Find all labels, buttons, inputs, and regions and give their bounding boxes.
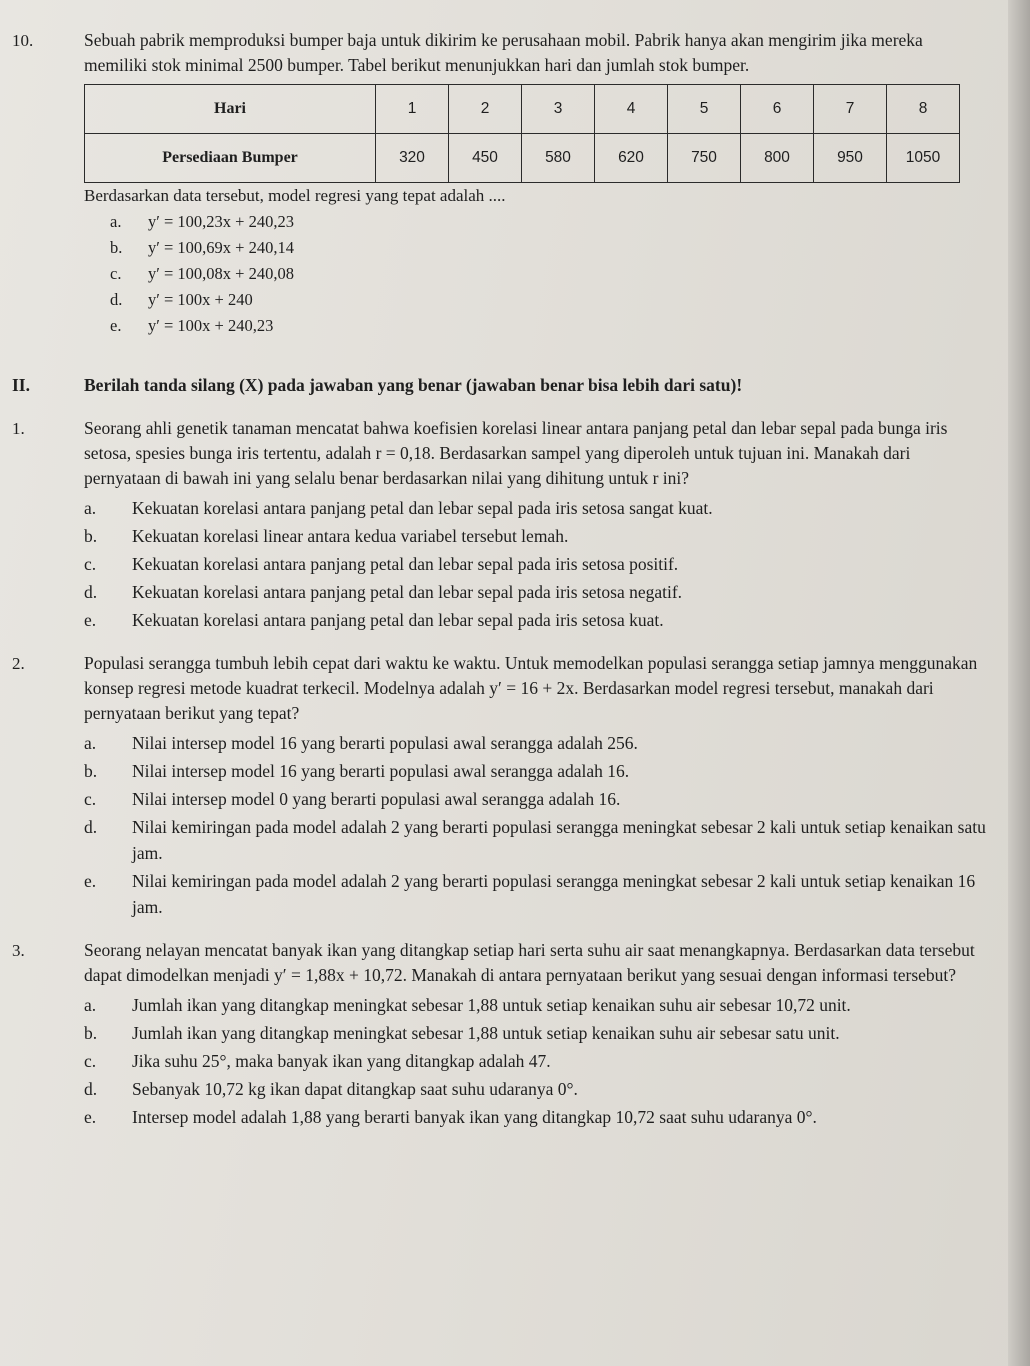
answer-option[interactable]	[84, 551, 990, 577]
q1-options	[84, 495, 990, 633]
option-text: Nilai kemiringan pada model adalah 2 yang berarti populasi serangga meningkat sebesar 2 kali untuk setiap kenaikan 16 jam.	[132, 871, 976, 917]
question-prompt: Berdasarkan data tersebut, model regresi yang tepat adalah ....	[84, 186, 506, 205]
table-cell: 1	[376, 85, 449, 134]
option-text: Intersep model adalah 1,88 yang berarti banyak ikan yang ditangkap 10,72 saat suhu udaranya 0°.	[132, 1107, 817, 1127]
option-text: Nilai intersep model 0 yang berarti populasi awal serangga adalah 16.	[132, 789, 621, 809]
section-title: Berilah tanda silang (X) pada jawaban yang benar (jawaban benar bisa lebih dari satu)!	[84, 375, 743, 395]
option-text: Sebanyak 10,72 kg ikan dapat ditangkap saat suhu udaranya 0°.	[132, 1079, 578, 1099]
option-letter: c.	[84, 789, 97, 809]
option-letter: a.	[110, 212, 122, 231]
option-text: Nilai kemiringan pada model adalah 2 yang berarti populasi serangga meningkat sebesar 2 kali untuk setiap kenaikan satu jam.	[132, 817, 986, 863]
option-letter: a.	[84, 995, 97, 1015]
table-cell: 7	[814, 85, 887, 134]
table-cell: 800	[741, 134, 814, 183]
section-number: II.	[12, 375, 30, 395]
option-text: Jumlah ikan yang ditangkap meningkat sebesar 1,88 untuk setiap kenaikan suhu air sebesar satu unit.	[132, 1023, 840, 1043]
option-letter: e.	[84, 871, 97, 891]
table-cell: 8	[887, 85, 960, 134]
option-text: Kekuatan korelasi antara panjang petal dan lebar sepal pada iris setosa negatif.	[132, 582, 683, 602]
question-stem: Seorang nelayan mencatat banyak ikan yang ditangkap setiap hari serta suhu air saat menangkapnya. Berdasarkan data tersebut dapat dimodelkan menjadi y′ = 1,88x + 10,72. Manakah di antara pernyataan berikut yang sesuai dengan informasi tersebut?	[84, 940, 975, 985]
option-text: Kekuatan korelasi linear antara kedua variabel tersebut lemah.	[132, 526, 569, 546]
option-letter: a.	[84, 733, 97, 753]
option-letter: d.	[84, 1079, 98, 1099]
option-letter: d.	[110, 290, 123, 309]
answer-option[interactable]	[84, 1104, 990, 1130]
question-10	[12, 28, 990, 78]
table-cell: 620	[595, 134, 668, 183]
option-text: Kekuatan korelasi antara panjang petal dan lebar sepal pada iris setosa positif.	[132, 554, 679, 574]
answer-option[interactable]	[84, 992, 990, 1018]
table-row-header: Hari	[85, 85, 376, 134]
option-text: Nilai intersep model 16 yang berarti populasi awal serangga adalah 256.	[132, 733, 638, 753]
table-cell: 580	[522, 134, 595, 183]
option-letter: b.	[84, 526, 98, 546]
question-2	[12, 651, 990, 726]
option-text: Nilai intersep model 16 yang berarti populasi awal serangga adalah 16.	[132, 761, 630, 781]
answer-option[interactable]	[110, 287, 990, 313]
option-letter: e.	[110, 316, 122, 335]
section-2-heading	[12, 373, 990, 398]
option-text: Jika suhu 25°, maka banyak ikan yang ditangkap adalah 47.	[132, 1051, 551, 1071]
q2-options	[84, 730, 990, 920]
table-row	[85, 134, 960, 183]
answer-option[interactable]	[84, 1076, 990, 1102]
option-text: Kekuatan korelasi antara panjang petal dan lebar sepal pada iris setosa kuat.	[132, 610, 664, 630]
table-cell: 3	[522, 85, 595, 134]
option-text: y′ = 100,08x + 240,08	[148, 264, 294, 283]
answer-option[interactable]	[84, 579, 990, 605]
option-letter: e.	[84, 610, 97, 630]
answer-option[interactable]	[110, 209, 990, 235]
answer-option[interactable]	[84, 868, 990, 920]
table-row-header: Persediaan Bumper	[85, 134, 376, 183]
bumper-table	[84, 84, 960, 183]
option-text: y′ = 100,23x + 240,23	[148, 212, 294, 231]
q3-options	[84, 992, 990, 1130]
page-shadow-edge	[1008, 0, 1030, 1366]
q10-options	[110, 209, 990, 339]
answer-option[interactable]	[110, 313, 990, 339]
answer-option[interactable]	[84, 786, 990, 812]
option-text: Jumlah ikan yang ditangkap meningkat sebesar 1,88 untuk setiap kenaikan suhu air sebesar 10,72 unit.	[132, 995, 851, 1015]
answer-option[interactable]	[84, 495, 990, 521]
question-number: 2.	[12, 654, 25, 673]
answer-option[interactable]	[84, 730, 990, 756]
table-cell: 1050	[887, 134, 960, 183]
option-letter: b.	[110, 238, 123, 257]
question-3	[12, 938, 990, 988]
option-letter: a.	[84, 498, 97, 518]
question-1	[12, 416, 990, 491]
option-letter: c.	[110, 264, 122, 283]
question-number: 10.	[12, 31, 34, 50]
table-cell: 450	[449, 134, 522, 183]
table-cell: 5	[668, 85, 741, 134]
table-cell: 4	[595, 85, 668, 134]
answer-option[interactable]	[84, 1048, 990, 1074]
table-cell: 6	[741, 85, 814, 134]
option-letter: e.	[84, 1107, 97, 1127]
option-letter: c.	[84, 554, 97, 574]
answer-option[interactable]	[84, 1020, 990, 1046]
question-stem: Sebuah pabrik memproduksi bumper baja untuk dikirim ke perusahaan mobil. Pabrik hanya akan mengirim jika mereka memiliki stok minimal 2500 bumper. Tabel berikut menunjukkan hari dan jumlah stok bumper.	[84, 30, 923, 75]
table-cell: 950	[814, 134, 887, 183]
answer-option[interactable]	[110, 235, 990, 261]
answer-option[interactable]	[110, 261, 990, 287]
option-text: y′ = 100x + 240,23	[148, 316, 274, 335]
table-cell: 2	[449, 85, 522, 134]
option-letter: b.	[84, 1023, 98, 1043]
answer-option[interactable]	[84, 523, 990, 549]
answer-option[interactable]	[84, 814, 990, 866]
question-stem: Populasi serangga tumbuh lebih cepat dari waktu ke waktu. Untuk memodelkan populasi serangga setiap jamnya menggunakan konsep regresi metode kuadrat terkecil. Modelnya adalah y′ = 16 + 2x. Berdasarkan model regresi tersebut, manakah dari pernyataan berikut yang tepat?	[84, 653, 978, 723]
option-letter: c.	[84, 1051, 97, 1071]
table-cell: 750	[668, 134, 741, 183]
question-number: 3.	[12, 941, 25, 960]
option-text: y′ = 100x + 240	[148, 290, 253, 309]
answer-option[interactable]	[84, 758, 990, 784]
option-text: Kekuatan korelasi antara panjang petal dan lebar sepal pada iris setosa sangat kuat.	[132, 498, 713, 518]
question-number: 1.	[12, 419, 25, 438]
answer-option[interactable]	[84, 607, 990, 633]
option-letter: d.	[84, 582, 98, 602]
option-text: y′ = 100,69x + 240,14	[148, 238, 294, 257]
option-letter: b.	[84, 761, 98, 781]
question-stem: Seorang ahli genetik tanaman mencatat bahwa koefisien korelasi linear antara panjang petal dan lebar sepal pada bunga iris setosa, spesies bunga iris tertentu, adalah r = 0,18. Berdasarkan sampel yang diperoleh untuk tujuan ini. Manakah dari pernyataan di bawah ini yang selalu benar berdasarkan nilai yang dihitung untuk r ini?	[84, 418, 948, 488]
table-row	[85, 85, 960, 134]
option-letter: d.	[84, 817, 98, 837]
table-cell: 320	[376, 134, 449, 183]
